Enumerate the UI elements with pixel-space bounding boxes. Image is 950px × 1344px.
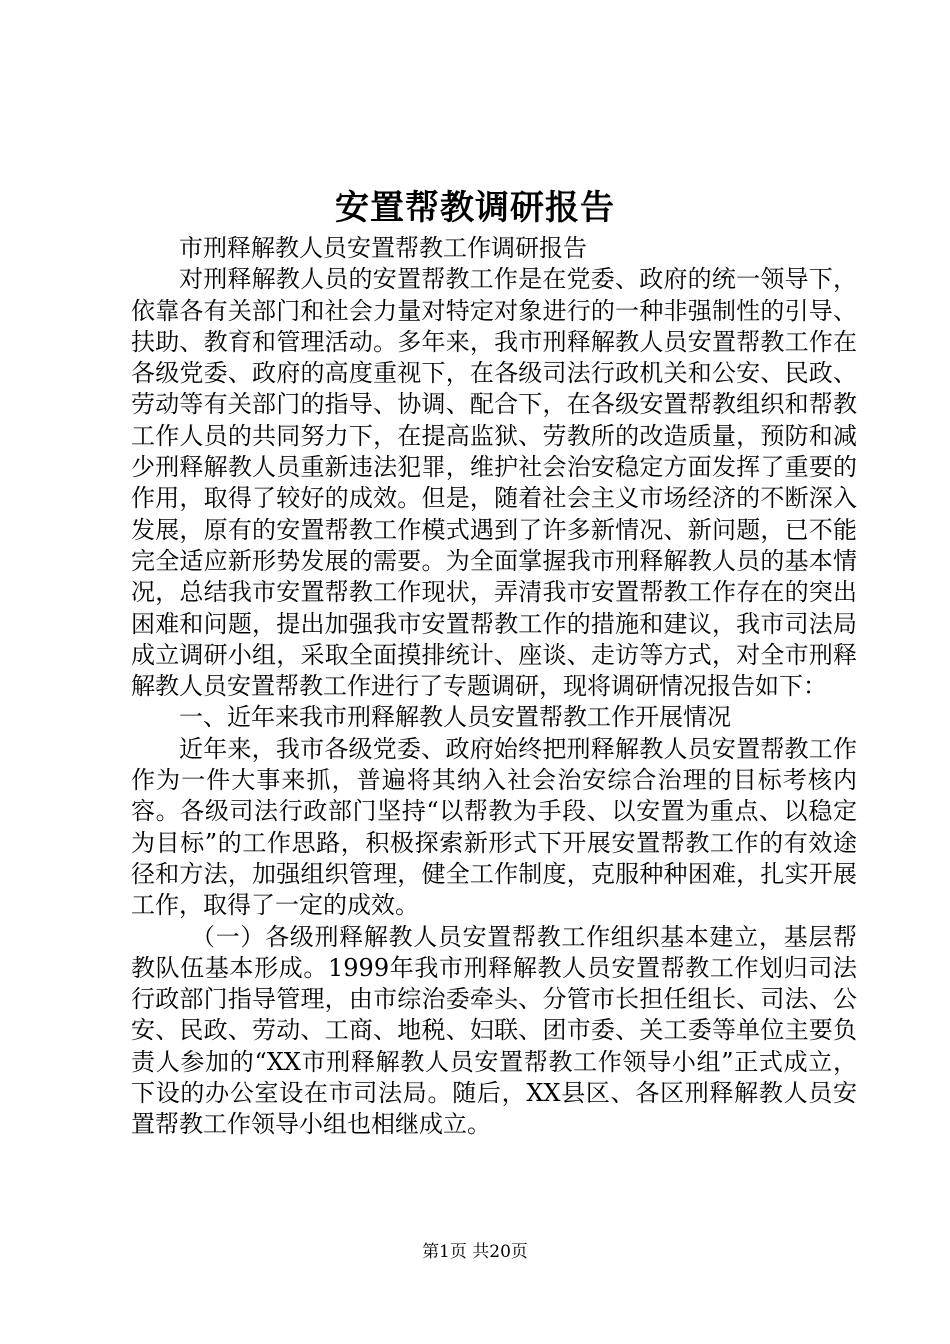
paragraph-intro: 对刑释解教人员的安置帮教工作是在党委、政府的统一领导下，依靠各有关部门和社会力量对特定对象进行的一种非强制性的引导、扶助、教育和管理活动。多年来，我市刑释解教人员安置帮教工作在各级党委、政府的高度重视下，在各级司法行政机关和公安、民政、劳动等有关部门的指导、协调、配合下，在各级安置帮教组织和帮教工作人员的共同努力下，在提高监狱、劳教所的改造质量，预防和减少刑释解教人员重新违法犯罪，维护社会治安稳定方面发挥了重要的作用，取得了较好的成效。但是，随着社会主义市场经济的不断深入发展，原有的安置帮教工作模式遇到了许多新情况、新问题，已不能完全适应新形势发展的需要。为全面掌握我市刑释解教人员的基本情况，总结我市安置帮教工作现状，弄清我市安置帮教工作存在的突出困难和问题，提出加强我市安置帮教工作的措施和建议，我市司法局成立调研小组，采取全面摸排统计、座谈、走访等方式，对全市刑释解教人员安置帮教工作进行了专题调研，现将调研情况报告如下： xyxy=(131,265,857,701)
page-footer: 第1页 共20页 xyxy=(422,1242,528,1262)
section-heading-1: 一、近年来我市刑释解教人员安置帮教工作开展情况 xyxy=(179,703,731,732)
document-body xyxy=(131,233,857,1141)
paragraph-subtitle: 市刑释解教人员安置帮教工作调研报告 xyxy=(179,234,587,262)
paragraph-section-1: 近年来，我市各级党委、政府始终把刑释解教人员安置帮教工作作为一件大事来抓，普遍将其纳入社会治安综合治理的目标考核内容。各级司法行政部门坚持“以帮教为手段、以安置为重点、以稳定为目标”的工作思路，积极探索新形式下开展安置帮教工作的有效途径和方法，加强组织管理，健全工作制度，克服种种困难，扎实开展工作，取得了一定的成效。 xyxy=(131,734,857,920)
paragraph-subsection-1: （一）各级刑释解教人员安置帮教工作组织基本建立，基层帮教队伍基本形成。1999年我市刑释解教人员安置帮教工作划归司法行政部门指导管理，由市综治委牵头、分管市长担任组长、司法、公安、民政、劳动、工商、地税、妇联、团市委、关工委等单位主要负责人参加的“XX市刑释解教人员安置帮教工作领导小组”正式成立，下设的办公室设在市司法局。随后，XX县区、各区刑释解教人员安置帮教工作领导小组也相继成立。 xyxy=(131,922,857,1139)
document-title: 安置帮教调研报告 xyxy=(335,188,615,228)
